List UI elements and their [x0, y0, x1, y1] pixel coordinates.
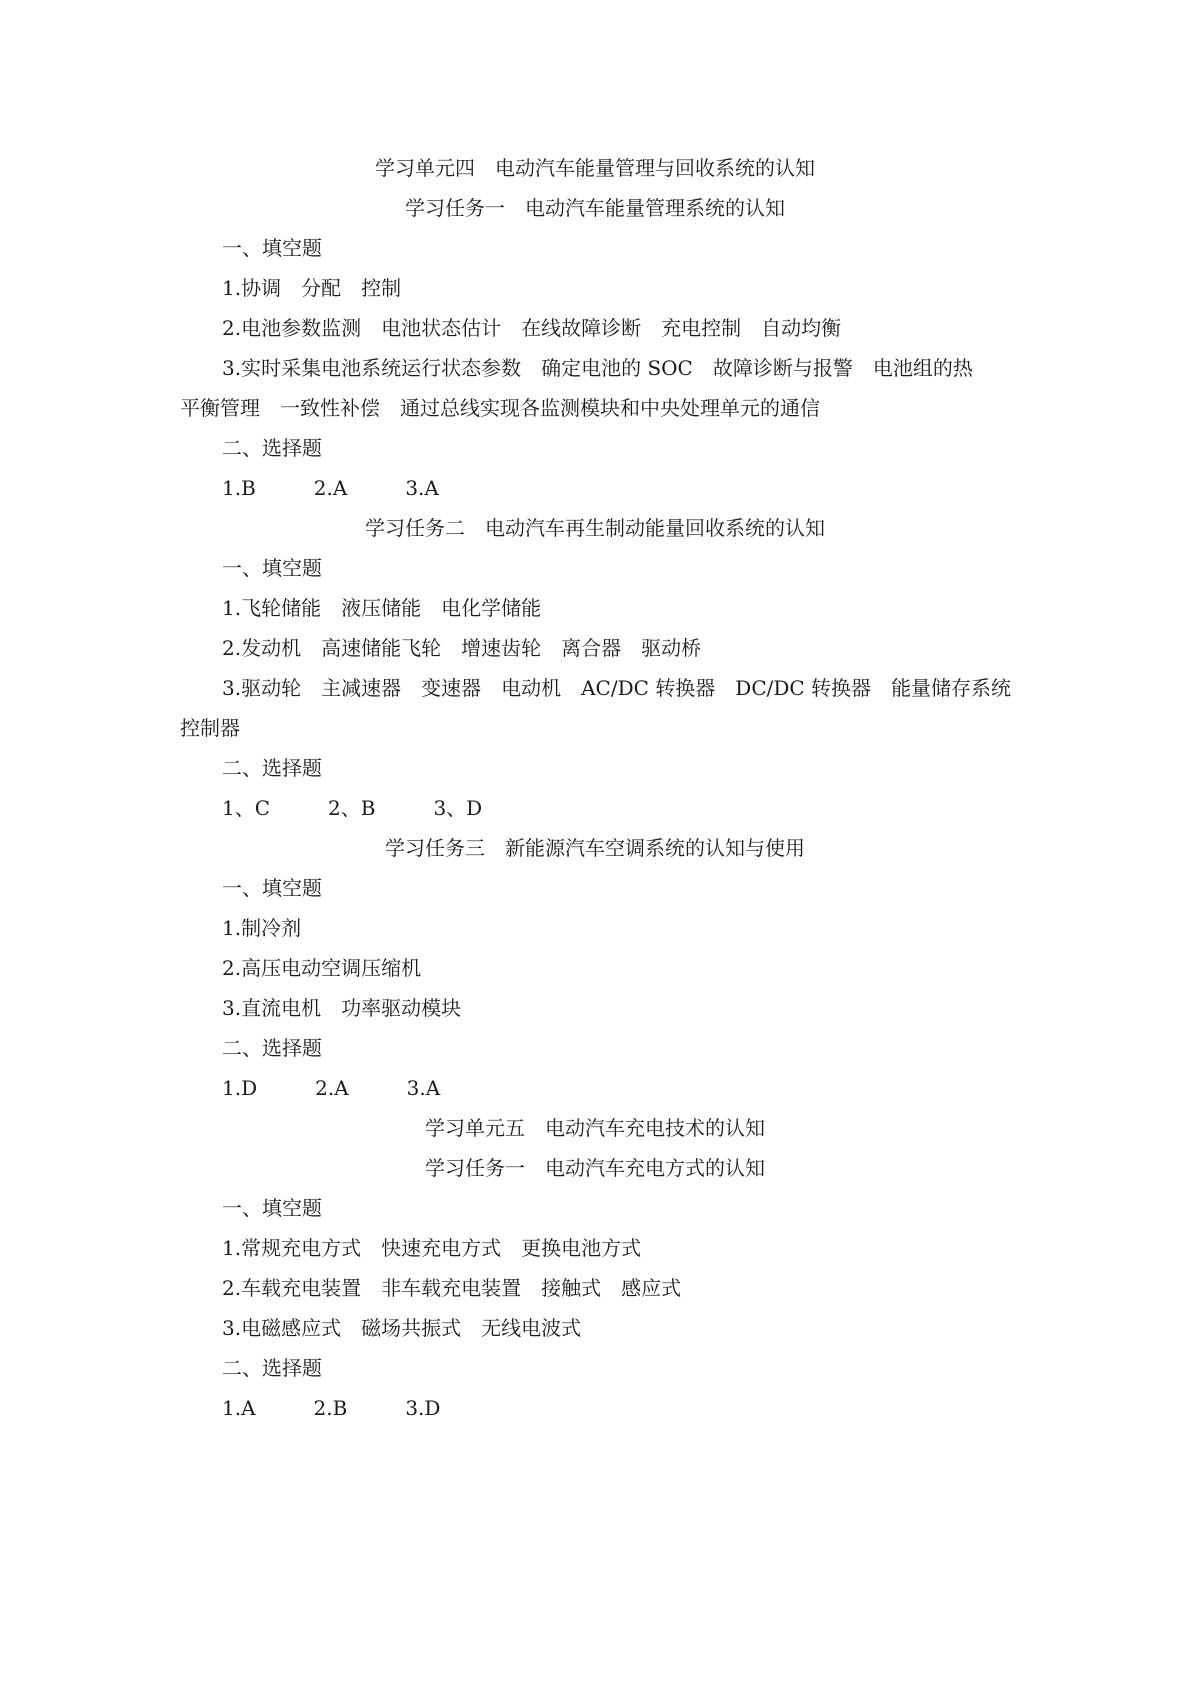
answer-line: 2.发动机 高速储能飞轮 增速齿轮 离合器 驱动桥	[222, 636, 702, 660]
answer-line: 1.飞轮储能 液压储能 电化学储能	[222, 596, 542, 620]
section-heading-choice: 二、选择题	[222, 1036, 322, 1060]
task-title: 学习任务一 电动汽车能量管理系统的认知	[405, 196, 785, 220]
unit-title: 学习单元五 电动汽车充电技术的认知	[425, 1116, 765, 1140]
section-heading-fill: 一、填空题	[222, 556, 322, 580]
answer-line: 2.车载充电装置 非车载充电装置 接触式 感应式	[222, 1276, 682, 1300]
section-heading-choice: 二、选择题	[222, 436, 322, 460]
answer-line: 1.制冷剂	[222, 916, 302, 940]
section-heading-choice: 二、选择题	[222, 1356, 322, 1380]
answer-line: 2.高压电动空调压缩机	[222, 956, 422, 980]
section-heading-fill: 一、填空题	[222, 1196, 322, 1220]
choice-answers: 1.D 2.A 3.A	[222, 1076, 441, 1100]
choice-answers: 1.B 2.A 3.A	[222, 476, 439, 500]
section-heading-fill: 一、填空题	[222, 876, 322, 900]
choice-answers: 1、C 2、B 3、D	[222, 796, 483, 820]
answer-line: 3.电磁感应式 磁场共振式 无线电波式	[222, 1316, 582, 1340]
answer-line-continued: 平衡管理 一致性补偿 通过总线实现各监测模块和中央处理单元的通信	[180, 396, 820, 420]
answer-line: 3.驱动轮 主减速器 变速器 电动机 AC/DC 转换器 DC/DC 转换器 能量储存系统	[222, 676, 1012, 700]
choice-answers: 1.A 2.B 3.D	[222, 1396, 441, 1420]
answer-line: 3.实时采集电池系统运行状态参数 确定电池的 SOC 故障诊断与报警 电池组的热	[222, 356, 973, 380]
answer-line: 3.直流电机 功率驱动模块	[222, 996, 462, 1020]
answer-line-continued: 控制器	[180, 716, 240, 740]
answer-line: 2.电池参数监测 电池状态估计 在线故障诊断 充电控制 自动均衡	[222, 316, 842, 340]
task-title: 学习任务一 电动汽车充电方式的认知	[425, 1156, 765, 1180]
section-heading-fill: 一、填空题	[222, 236, 322, 260]
task-title: 学习任务二 电动汽车再生制动能量回收系统的认知	[365, 516, 825, 540]
unit-title: 学习单元四 电动汽车能量管理与回收系统的认知	[375, 156, 815, 180]
task-title: 学习任务三 新能源汽车空调系统的认知与使用	[385, 836, 805, 860]
answer-content	[180, 148, 1010, 1428]
section-heading-choice: 二、选择题	[222, 756, 322, 780]
answer-line: 1.协调 分配 控制	[222, 276, 402, 300]
answer-line: 1.常规充电方式 快速充电方式 更换电池方式	[222, 1236, 642, 1260]
